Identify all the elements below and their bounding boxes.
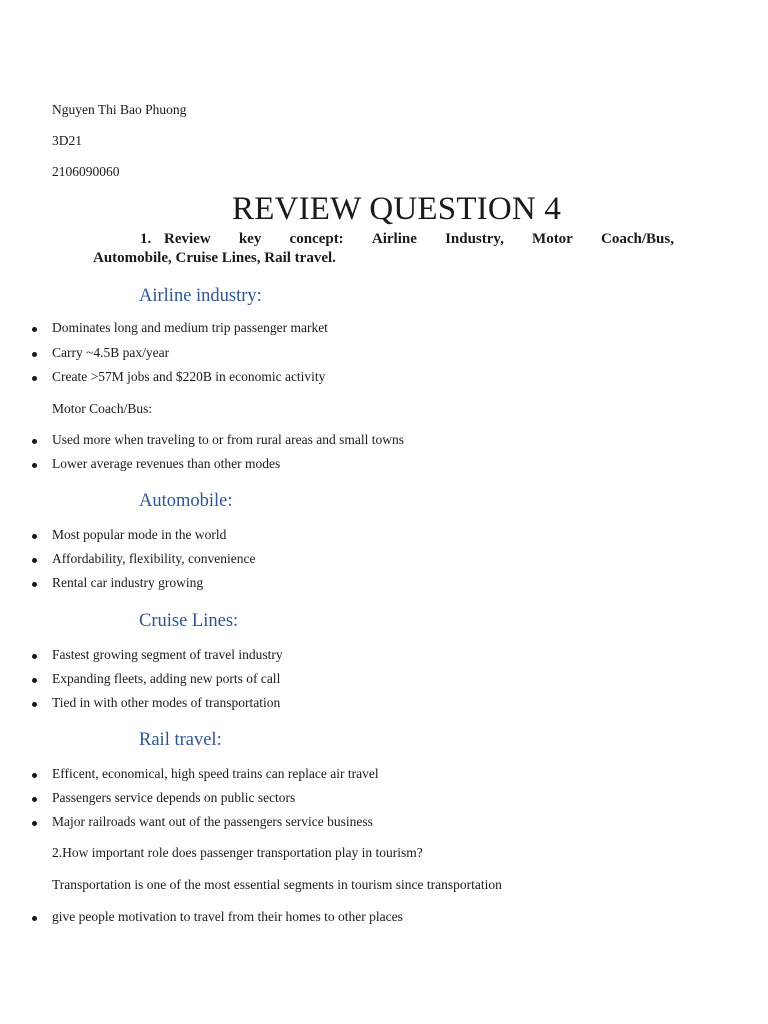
list-item: Major railroads want out of the passengers service business (52, 814, 373, 829)
bullet-icon (32, 463, 37, 468)
bullet-icon (32, 352, 37, 357)
heading-motor: Motor Coach/Bus: (52, 401, 153, 416)
list-item: Create >57M jobs and $220B in economic activity (52, 369, 326, 384)
list-item: Lower average revenues than other modes (52, 456, 281, 471)
bullet-icon (32, 702, 37, 707)
bullet-icon (32, 773, 37, 778)
heading-airline: Airline industry: (139, 286, 262, 306)
list-item: Most popular mode in the world (52, 527, 227, 542)
heading-cruise: Cruise Lines: (139, 611, 239, 631)
page-title: REVIEW QUESTION 4 (232, 191, 562, 227)
class-code: 3D21 (52, 133, 82, 148)
question-1-word: Airline (371, 231, 417, 247)
list-item: Carry ~4.5B pax/year (52, 345, 170, 360)
question-1-word: Review (164, 231, 211, 247)
heading-rail: Rail travel: (139, 730, 222, 750)
question-1-word: key (238, 231, 262, 247)
list-item: Affordability, flexibility, convenience (52, 551, 256, 566)
question-1-word: Industry, (445, 231, 504, 247)
list-item: Tied in with other modes of transportation (52, 695, 281, 710)
question-1-word: concept: (289, 231, 344, 247)
question-1-line2: Automobile, Cruise Lines, Rail travel. (93, 250, 336, 266)
bullet-icon (32, 558, 37, 563)
list-item: Expanding fleets, adding new ports of call (52, 671, 281, 686)
bullet-icon (32, 821, 37, 826)
author-name: Nguyen Thi Bao Phuong (52, 102, 187, 117)
list-item: Used more when traveling to or from rural areas and small towns (52, 432, 405, 447)
heading-automobile: Automobile: (139, 491, 233, 511)
list-item: Rental car industry growing (52, 575, 204, 590)
bullet-icon (32, 327, 37, 332)
list-item: Efficent, economical, high speed trains can replace air travel (52, 766, 379, 781)
bullet-icon (32, 534, 37, 539)
bullet-icon (32, 376, 37, 381)
question-1-word: Coach/Bus, (601, 231, 674, 247)
list-item: Dominates long and medium trip passenger market (52, 320, 328, 335)
question-1-word: Motor (532, 231, 573, 247)
question-1-line1 (164, 231, 674, 248)
answer-paragraph: Transportation is one of the most essential segments in tourism since transportation (52, 877, 502, 892)
bullet-icon (32, 797, 37, 802)
question-2: 2.How important role does passenger transportation play in tourism? (52, 845, 423, 860)
list-item: Passengers service depends on public sectors (52, 790, 296, 805)
list-item: Fastest growing segment of travel industry (52, 647, 283, 662)
bullet-icon (32, 439, 37, 444)
bullet-icon (32, 678, 37, 683)
student-id: 2106090060 (52, 164, 120, 179)
bullet-icon (32, 654, 37, 659)
bullet-icon (32, 916, 37, 921)
list-item: give people motivation to travel from their homes to other places (52, 909, 403, 924)
question-1-number: 1. (140, 231, 152, 247)
bullet-icon (32, 582, 37, 587)
